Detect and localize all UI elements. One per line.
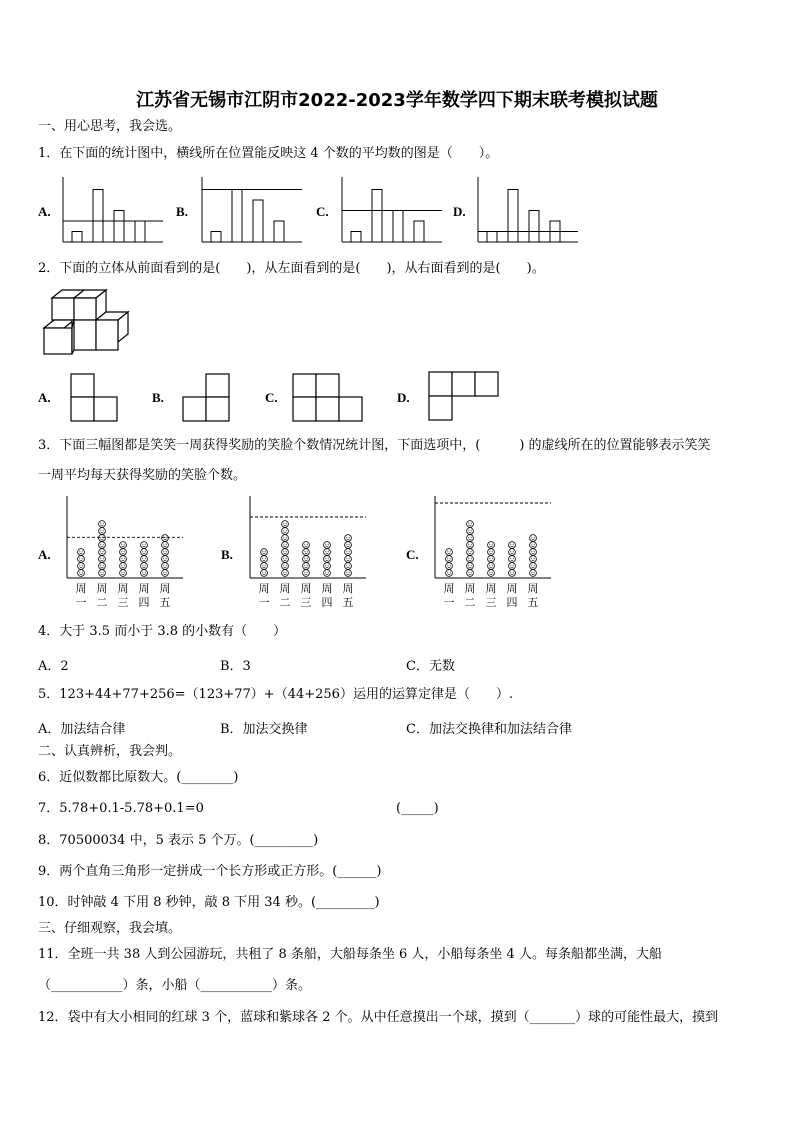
q1-chart-a (63, 177, 163, 242)
smiley-face-icon (509, 542, 516, 549)
smiley-face-icon (324, 549, 331, 556)
day-label-top: 周 (258, 582, 270, 595)
q3-chart-b (250, 496, 366, 609)
smiley-face-icon (488, 563, 495, 570)
smiley-face-icon (162, 556, 169, 563)
q3-option-a-label: A. (38, 547, 51, 562)
day-label-bottom: 二 (279, 596, 291, 609)
question-7-text: 7．5.78+0.1-5.78+0.1=0 (38, 801, 204, 816)
day-label-top: 周 (96, 582, 108, 595)
smiley-face-icon (509, 570, 516, 577)
smiley-face-icon (324, 556, 331, 563)
smiley-face-icon (261, 556, 268, 563)
smiley-face-icon (78, 549, 85, 556)
smiley-face-icon (467, 542, 474, 549)
smiley-face-icon (303, 549, 310, 556)
q2-option-a-view (70, 373, 118, 423)
section-3-heading: 三、仔细观察，我会填。 (38, 921, 182, 936)
day-label-top: 周 (138, 582, 150, 595)
day-label-bottom: 五 (342, 596, 354, 609)
day-label-bottom: 四 (321, 596, 333, 609)
bar (232, 190, 242, 243)
day-label-top: 周 (279, 582, 291, 595)
smiley-face-icon (282, 535, 289, 542)
q3-option-b-label: B. (221, 547, 233, 562)
smiley-face-icon (509, 563, 516, 570)
smiley-face-icon (120, 563, 127, 570)
day-label-top: 周 (159, 582, 171, 595)
bar (508, 190, 518, 243)
smiley-face-icon (446, 549, 453, 556)
smiley-face-icon (324, 563, 331, 570)
question-4-text: 4．大于 3.5 而小于 3.8 的小数有（ ） (38, 624, 287, 639)
smiley-face-icon (282, 563, 289, 570)
q1-option-a-label: A. (38, 204, 51, 219)
q7-answer-blank[interactable]: (_____) (396, 801, 439, 816)
bar (393, 211, 403, 243)
smiley-face-icon (509, 556, 516, 563)
day-label-bottom: 四 (506, 596, 518, 609)
q4-option-a[interactable]: A．2 (38, 659, 69, 674)
smiley-face-icon (99, 521, 106, 528)
bar (274, 221, 284, 242)
smiley-face-icon (324, 570, 331, 577)
smiley-face-icon (488, 549, 495, 556)
q1-option-c-label: C. (316, 204, 329, 219)
day-label-top: 周 (506, 582, 518, 595)
q1-chart-b (202, 177, 302, 242)
smiley-face-icon (99, 549, 106, 556)
q2-option-c-view (292, 373, 364, 423)
smiley-face-icon (282, 528, 289, 535)
smiley-face-icon (282, 549, 289, 556)
bar (414, 221, 424, 242)
smiley-face-icon (261, 570, 268, 577)
question-11-text-line1: 11．全班一共 38 人到公园游玩，共租了 8 条船，大船每条坐 6 人，小船每条坐 4 人。每条船都坐满，大船 (38, 947, 662, 962)
smiley-face-icon (261, 563, 268, 570)
smiley-face-icon (530, 570, 537, 577)
bar (72, 232, 82, 243)
q2-option-d-label: D. (397, 390, 410, 405)
smiley-face-icon (162, 535, 169, 542)
q2-option-b-label: B. (152, 390, 164, 405)
day-label-bottom: 一 (443, 596, 455, 609)
q3-option-c-label: C. (406, 547, 419, 562)
smiley-face-icon (162, 570, 169, 577)
smiley-face-icon (303, 556, 310, 563)
smiley-face-icon (141, 549, 148, 556)
q1-bar-charts (0, 175, 794, 255)
smiley-face-icon (162, 549, 169, 556)
q5-option-a[interactable]: A．加法结合律 (38, 722, 126, 737)
smiley-face-icon (509, 549, 516, 556)
bar (211, 232, 221, 243)
smiley-face-icon (141, 542, 148, 549)
q2-option-a-label: A. (38, 390, 51, 405)
q5-option-c[interactable]: C．加法交换律和加法结合律 (406, 722, 572, 737)
smiley-face-icon (446, 556, 453, 563)
smiley-face-icon (78, 570, 85, 577)
day-label-bottom: 五 (527, 596, 539, 609)
q2-option-b-view (182, 373, 230, 423)
smiley-face-icon (345, 535, 352, 542)
smiley-face-icon (324, 542, 331, 549)
smiley-face-icon (467, 528, 474, 535)
day-label-top: 周 (75, 582, 87, 595)
question-9-text: 9．两个直角三角形一定拼成一个长方形或正方形。(______) (38, 864, 382, 879)
smiley-face-icon (467, 556, 474, 563)
smiley-face-icon (162, 542, 169, 549)
question-3-text-line2: 一周平均每天获得奖励的笑脸个数。 (38, 468, 247, 483)
smiley-face-icon (488, 570, 495, 577)
q3-smiley-charts (0, 492, 794, 612)
smiley-face-icon (78, 563, 85, 570)
smiley-face-icon (530, 542, 537, 549)
q3-chart-c (435, 496, 551, 609)
smiley-face-icon (99, 556, 106, 563)
smiley-face-icon (282, 542, 289, 549)
smiley-face-icon (99, 570, 106, 577)
smiley-face-icon (282, 556, 289, 563)
cube-solid-figure (42, 290, 142, 360)
smiley-face-icon (345, 570, 352, 577)
smiley-face-icon (120, 570, 127, 577)
smiley-face-icon (141, 556, 148, 563)
smiley-face-icon (120, 549, 127, 556)
question-3-text-line1: 3．下面三幅图都是笑笑一周获得奖励的笑脸个数情况统计图，下面选项中，( ) 的虚线所在的位置能够表示笑笑 (38, 438, 711, 453)
q2-option-c-label: C. (265, 390, 278, 405)
day-label-top: 周 (485, 582, 497, 595)
day-label-top: 周 (527, 582, 539, 595)
day-label-bottom: 四 (138, 596, 150, 609)
day-label-top: 周 (443, 582, 455, 595)
smiley-face-icon (282, 521, 289, 528)
section-1-heading: 一、用心思考，我会选。 (38, 119, 182, 134)
day-label-bottom: 三 (485, 596, 497, 609)
day-label-bottom: 二 (96, 596, 108, 609)
q3-chart-a (67, 496, 183, 609)
bar (372, 190, 382, 243)
smiley-face-icon (345, 563, 352, 570)
smiley-face-icon (345, 556, 352, 563)
section-2-heading: 二、认真辨析，我会判。 (38, 744, 182, 759)
question-5-text: 5．123+44+77+256=（123+77）+（44+256）运用的运算定律是（ ）. (38, 687, 514, 702)
day-label-bottom: 一 (75, 596, 87, 609)
smiley-face-icon (282, 570, 289, 577)
day-label-top: 周 (342, 582, 354, 595)
smiley-face-icon (467, 563, 474, 570)
smiley-face-icon (530, 556, 537, 563)
smiley-face-icon (345, 549, 352, 556)
bar (351, 232, 361, 243)
question-8-text: 8．70500034 中，5 表示 5 个万。(_________) (38, 833, 319, 848)
q1-option-b-label: B. (176, 204, 188, 219)
bar (487, 232, 497, 243)
smiley-face-icon (99, 528, 106, 535)
day-label-bottom: 二 (464, 596, 476, 609)
smiley-face-icon (446, 570, 453, 577)
smiley-face-icon (488, 542, 495, 549)
smiley-face-icon (467, 535, 474, 542)
bar (135, 221, 145, 242)
day-label-top: 周 (117, 582, 129, 595)
smiley-face-icon (303, 542, 310, 549)
smiley-face-icon (99, 542, 106, 549)
day-label-bottom: 五 (159, 596, 171, 609)
smiley-face-icon (488, 556, 495, 563)
day-label-top: 周 (464, 582, 476, 595)
smiley-face-icon (120, 542, 127, 549)
smiley-face-icon (467, 570, 474, 577)
smiley-face-icon (303, 570, 310, 577)
page-title: 江苏省无锡市江阴市2022-2023学年数学四下期末联考模拟试题 (136, 90, 658, 111)
smiley-face-icon (141, 570, 148, 577)
smiley-face-icon (530, 563, 537, 570)
q1-chart-c (342, 177, 442, 242)
q5-option-b[interactable]: B．加法交换律 (220, 722, 308, 737)
question-2-text: 2．下面的立体从前面看到的是( )，从左面看到的是( )，从右面看到的是( )。 (38, 261, 545, 276)
smiley-face-icon (467, 549, 474, 556)
smiley-face-icon (261, 549, 268, 556)
day-label-top: 周 (300, 582, 312, 595)
smiley-face-icon (162, 563, 169, 570)
question-12-text: 12．袋中有大小相同的红球 3 个，蓝球和紫球各 2 个。从中任意摸出一个球，摸到（_______）球的可能性最大，摸到 (38, 1010, 719, 1025)
question-10-text: 10．时钟敲 4 下用 8 秒钟，敲 8 下用 34 秒。(_________) (38, 895, 380, 910)
smiley-face-icon (120, 556, 127, 563)
smiley-face-icon (530, 535, 537, 542)
q4-option-c[interactable]: C．无数 (406, 659, 455, 674)
smiley-face-icon (141, 563, 148, 570)
q4-option-b[interactable]: B．3 (220, 659, 251, 674)
question-11-text-line2: （___________）条，小船（___________）条。 (38, 978, 312, 993)
smiley-face-icon (99, 563, 106, 570)
day-label-bottom: 三 (117, 596, 129, 609)
smiley-face-icon (345, 542, 352, 549)
smiley-face-icon (78, 556, 85, 563)
day-label-top: 周 (321, 582, 333, 595)
question-1-text: 1．在下面的统计图中，横线所在位置能反映这 4 个数的平均数的图是（ ）。 (38, 146, 499, 161)
bar (253, 200, 263, 242)
smiley-face-icon (530, 549, 537, 556)
day-label-bottom: 三 (300, 596, 312, 609)
bar (114, 211, 124, 243)
smiley-face-icon (99, 535, 106, 542)
q2-option-d-view (428, 371, 500, 421)
bar (529, 211, 539, 243)
smiley-face-icon (303, 563, 310, 570)
bar (93, 190, 103, 243)
day-label-bottom: 一 (258, 596, 270, 609)
smiley-face-icon (467, 521, 474, 528)
q1-chart-d (478, 177, 578, 242)
q1-option-d-label: D. (453, 204, 466, 219)
question-6-text: 6．近似数都比原数大。(________) (38, 770, 239, 785)
smiley-face-icon (446, 563, 453, 570)
